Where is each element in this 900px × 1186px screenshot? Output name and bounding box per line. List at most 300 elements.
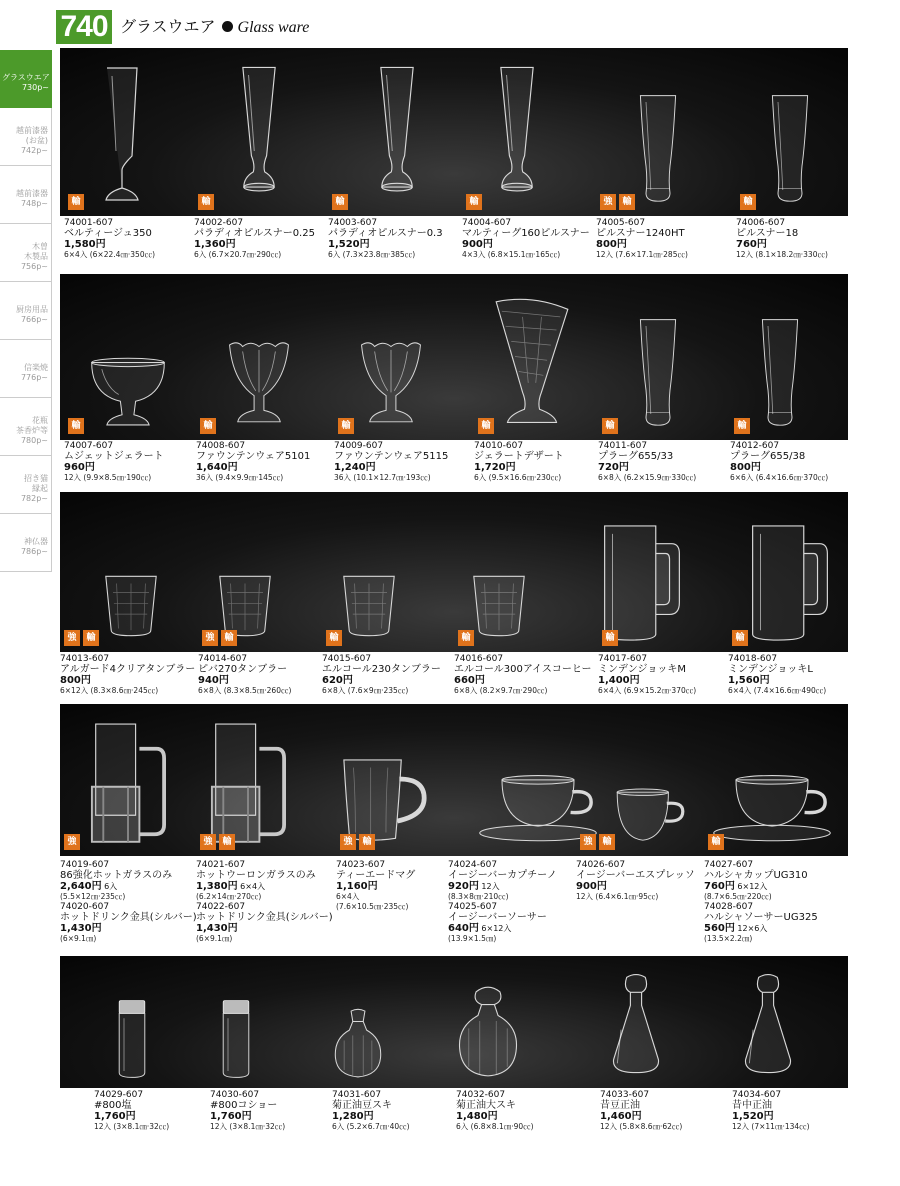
product-price-line: [456, 1111, 534, 1122]
badge-group: [202, 630, 237, 646]
product-price: 1,760円: [210, 1111, 252, 1122]
sidebar-item-label: 茶香炉等: [16, 425, 48, 435]
import-badge: 輸: [338, 418, 354, 434]
product-code: 74004-607: [462, 218, 512, 228]
glass-image: [332, 1008, 384, 1080]
badge-group: [200, 834, 235, 850]
product-code: 74014-607: [198, 654, 248, 664]
product-spec: (5.5×12㎝·235㏄): [60, 892, 126, 901]
badge-group: [734, 418, 750, 434]
product-price-line: [60, 675, 195, 686]
product-pack-count: 6×4入: [237, 882, 266, 891]
badge-group: [64, 630, 99, 646]
product-name: #800塩: [94, 1100, 132, 1111]
product-info: [730, 441, 828, 483]
badge-group: [68, 418, 84, 434]
product-price-line: [328, 239, 443, 250]
product-price: 800円: [730, 462, 761, 473]
import-badge: 輸: [602, 418, 618, 434]
product-info: [736, 218, 828, 260]
sidebar-item-label: 748p~: [20, 198, 48, 208]
product-spec: 6入 (6.8×8.1㎝·90㏄): [456, 1122, 534, 1131]
product-code: 74009-607: [334, 441, 384, 451]
product-price-line: [596, 239, 688, 250]
product-pack-count: 6入: [101, 882, 118, 891]
product-info: [598, 654, 696, 696]
product-price: 900円: [462, 239, 493, 250]
product-price-line: [448, 881, 557, 892]
import-badge: 輸: [458, 630, 474, 646]
product-spec: (7.6×10.5㎝·235㏄): [336, 902, 409, 911]
product-code: 74034-607: [732, 1090, 782, 1100]
tempered-badge: 強: [600, 194, 616, 210]
glass-image: [498, 58, 536, 206]
product-price-line: [64, 462, 164, 473]
import-badge: 輸: [83, 630, 99, 646]
glass-image: [90, 718, 166, 846]
sidebar-item-label: 縁起: [32, 483, 48, 493]
product-name: ムジェットジェラート: [64, 451, 164, 462]
product-price: 2,640円: [60, 881, 102, 892]
product-name: アルガード4クリアタンブラー: [60, 664, 196, 675]
tempered-badge: 強: [64, 834, 80, 850]
product-info: [198, 654, 291, 696]
product-code: 74022-607: [196, 902, 246, 912]
product-info: [196, 441, 310, 483]
product-price: 660円: [454, 675, 485, 686]
product-code: 74012-607: [730, 441, 780, 451]
product-price-line: [576, 881, 695, 892]
product-spec: 12入 (5.8×8.6㎝·62㏄): [600, 1122, 683, 1131]
sidebar-item[interactable]: [0, 514, 52, 572]
product-photo: [60, 48, 848, 216]
glass-image: [220, 998, 252, 1080]
badge-group: [466, 194, 482, 210]
badge-group: [708, 834, 724, 850]
product-price: 1,520円: [328, 239, 370, 250]
product-code: 74011-607: [598, 441, 648, 451]
product-name: イージーバーカプチーノ: [448, 870, 557, 881]
product-spec: 36入 (10.1×12.7㎝·193㏄): [334, 473, 431, 482]
product-code: 74026-607: [576, 860, 626, 870]
product-code: 74021-607: [196, 860, 246, 870]
product-info: [334, 441, 448, 483]
sidebar-item[interactable]: [0, 50, 52, 108]
product-spec: 12入 (7.6×17.1㎝·285㏄): [596, 250, 688, 259]
product-pack-count: 6×12入: [734, 882, 768, 891]
sidebar-item-label: 780p~: [20, 435, 48, 445]
product-name: 86強化ホットガラスのみ: [60, 870, 173, 881]
product-price-line: [600, 1111, 682, 1122]
product-price: 1,400円: [598, 675, 640, 686]
import-badge: 輸: [219, 834, 235, 850]
tempered-badge: 強: [340, 834, 356, 850]
product-name: イージーバーエスプレッソ: [576, 870, 695, 881]
product-spec: 6×12入 (8.3×8.6㎝·245㏄): [60, 686, 159, 695]
badge-group: [602, 418, 618, 434]
product-price-line: [64, 239, 155, 250]
product-price-line: [332, 1111, 410, 1122]
product-spec: 12入 (7×11㎝·134㏄): [732, 1122, 810, 1131]
product-name: ハルシャソーサーUG325: [704, 912, 818, 923]
import-badge: 輸: [332, 194, 348, 210]
product-code: 74028-607: [704, 902, 754, 912]
product-spec: 6×8入 (6.2×15.9㎝·330㏄): [598, 473, 697, 482]
product-spec: 12入 (3×8.1㎝·32㏄): [94, 1122, 170, 1131]
product-code: 74002-607: [194, 218, 244, 228]
product-price: 1,460円: [600, 1111, 642, 1122]
product-code: 74007-607: [64, 441, 114, 451]
badge-group: [732, 630, 748, 646]
product-info: [336, 860, 415, 912]
product-name: ピルスナー18: [736, 228, 799, 239]
product-name: ピルスナー1240HT: [596, 228, 685, 239]
import-badge: 輸: [732, 630, 748, 646]
sidebar-item-label: 776p~: [20, 372, 48, 382]
product-info: [732, 1090, 810, 1132]
product-code: 74013-607: [60, 654, 110, 664]
product-price: 760円: [704, 881, 735, 892]
glass-image: [102, 66, 142, 206]
product-price-line: [704, 881, 818, 892]
badge-group: [200, 418, 216, 434]
product-price: 1,160円: [336, 881, 378, 892]
product-info: [576, 860, 695, 902]
product-info: [64, 218, 155, 260]
import-badge: 輸: [599, 834, 615, 850]
product-spec: (6.2×14㎝·270㏄): [196, 892, 262, 901]
glass-image: [740, 970, 796, 1080]
glass-image: [472, 570, 526, 642]
product-price-line: [736, 239, 828, 250]
product-photo: [60, 704, 848, 856]
sidebar-index: [0, 50, 52, 572]
badge-group: [602, 630, 618, 646]
badge-group: [68, 194, 84, 210]
product-price: 1,240円: [334, 462, 376, 473]
product-info: [196, 860, 333, 944]
product-code: 74024-607: [448, 860, 498, 870]
product-price: 1,380円: [196, 881, 238, 892]
sidebar-item-label: 786p~: [20, 546, 48, 556]
product-spec: 6×4入 (6.9×15.2㎝·370㏄): [598, 686, 697, 695]
product-price: 960円: [64, 462, 95, 473]
product-price-line: [730, 462, 828, 473]
product-price-line: [474, 462, 564, 473]
glass-image: [494, 298, 570, 430]
product-price-line: [210, 1111, 285, 1122]
glass-image: [226, 340, 292, 430]
glass-image: [116, 998, 148, 1080]
product-name: ホットウーロンガラスのみ: [196, 870, 316, 881]
product-name: プラーグ655/38: [730, 451, 806, 462]
product-spec: 6×4入: [336, 892, 360, 901]
product-price-line: [196, 881, 333, 892]
product-price: 1,430円: [196, 923, 238, 934]
sidebar-item[interactable]: [0, 340, 52, 398]
product-code: 74006-607: [736, 218, 786, 228]
product-code: 74001-607: [64, 218, 114, 228]
product-info: [328, 218, 443, 260]
glass-image: [342, 570, 396, 642]
product-name: 菊正油豆スキ: [332, 1100, 392, 1111]
product-spec: 6×4入 (6×22.4㎝·350㏄): [64, 250, 156, 259]
badge-group: [478, 418, 494, 434]
import-badge: 輸: [200, 418, 216, 434]
product-spec: 6×6入 (6.4×16.6㎝·370㏄): [730, 473, 829, 482]
product-code: 74030-607: [210, 1090, 260, 1100]
product-price: 620円: [322, 675, 353, 686]
product-spec: (13.5×2.2㎝): [704, 934, 753, 943]
product-info: [456, 1090, 534, 1132]
product-price: 1,280円: [332, 1111, 374, 1122]
sidebar-item-label: 742p~: [20, 145, 48, 155]
product-code: 74033-607: [600, 1090, 650, 1100]
product-spec: 12入 (3×8.1㎝·32㏄): [210, 1122, 286, 1131]
glass-image: [602, 524, 682, 642]
product-price-line: [598, 462, 696, 473]
product-price-line: [322, 675, 441, 686]
sidebar-item[interactable]: [0, 456, 52, 514]
product-info: [60, 860, 197, 944]
product-price-line: [598, 675, 696, 686]
product-info: [64, 441, 164, 483]
product-price-line: [462, 239, 590, 250]
product-spec: 4×3入 (6.8×15.1㎝·165㏄): [462, 250, 561, 259]
title-ja: グラスウエア: [120, 17, 216, 36]
badge-group: [198, 194, 214, 210]
product-price-line: [448, 923, 557, 934]
sidebar-item-label: 木曽: [32, 241, 48, 251]
product-info: [194, 218, 315, 260]
page-number: 740: [56, 10, 112, 44]
product-price: 1,480円: [456, 1111, 498, 1122]
product-name: パラディオピルスナー0.25: [194, 228, 315, 239]
glass-image: [104, 570, 158, 642]
product-info: [210, 1090, 285, 1132]
tempered-badge: 強: [200, 834, 216, 850]
import-badge: 輸: [359, 834, 375, 850]
product-code: 74019-607: [60, 860, 110, 870]
product-name: ピバ270タンブラー: [198, 664, 288, 675]
product-price-line: [196, 923, 333, 934]
glass-image: [378, 58, 416, 206]
product-info: [454, 654, 592, 696]
product-info: [474, 441, 564, 483]
product-name: ハルシャカップUG310: [704, 870, 808, 881]
product-photo: [60, 492, 848, 652]
product-price-line: [336, 881, 415, 892]
product-code: 74027-607: [704, 860, 754, 870]
sidebar-item-label: 木製品: [24, 251, 48, 261]
product-name: #800コショー: [210, 1100, 278, 1111]
product-spec: 6×8入 (7.6×9㎝·235㏄): [322, 686, 409, 695]
glass-image: [756, 318, 804, 430]
sidebar-item[interactable]: [0, 282, 52, 340]
bullet-icon: [222, 21, 233, 32]
product-price: 900円: [576, 881, 607, 892]
product-spec: 36入 (9.4×9.9㎝·145㏄): [196, 473, 284, 482]
sidebar-item-label: 招き猫: [24, 473, 48, 483]
product-price: 1,720円: [474, 462, 516, 473]
product-price: 560円: [704, 923, 735, 934]
sidebar-item[interactable]: [0, 224, 52, 282]
product-name: ティーエードマグ: [336, 870, 416, 881]
product-info: [704, 860, 818, 944]
sidebar-item-label: 信楽焼: [24, 362, 48, 372]
glass-image: [358, 340, 424, 430]
product-price-line: [60, 923, 197, 934]
glass-image: [634, 94, 682, 206]
page-title: [120, 14, 309, 41]
badge-group: [332, 194, 348, 210]
badge-group: [600, 194, 635, 210]
product-spec: 6入 (5.2×6.7㎝·40㏄): [332, 1122, 410, 1131]
product-name: ミンデンジョッキL: [728, 664, 813, 675]
product-info: [322, 654, 441, 696]
product-info: [332, 1090, 410, 1132]
product-price-line: [334, 462, 448, 473]
badge-group: [64, 834, 80, 850]
product-name: 昔豆正油: [600, 1100, 640, 1111]
product-pack-count: 6×12入: [478, 924, 512, 933]
product-price-line: [60, 881, 197, 892]
badge-group: [338, 418, 354, 434]
import-badge: 輸: [466, 194, 482, 210]
product-price: 800円: [60, 675, 91, 686]
product-code: 74005-607: [596, 218, 646, 228]
sidebar-item-label: グラスウエア: [2, 72, 50, 82]
product-code: 74018-607: [728, 654, 778, 664]
product-info: [728, 654, 826, 696]
product-spec: 12入 (8.1×18.2㎝·330㏄): [736, 250, 828, 259]
tempered-badge: 強: [580, 834, 596, 850]
product-spec: 6×8入 (8.2×9.7㎝·290㏄): [454, 686, 548, 695]
product-spec: 12入 (6.4×6.1㎝·95㏄): [576, 892, 659, 901]
sidebar-item[interactable]: [0, 108, 52, 166]
product-photo: [60, 274, 848, 440]
product-code: 74017-607: [598, 654, 648, 664]
product-price: 1,760円: [94, 1111, 136, 1122]
import-badge: 輸: [602, 630, 618, 646]
glass-image: [608, 970, 664, 1080]
product-price-line: [194, 239, 315, 250]
product-spec: 6入 (9.5×16.6㎝·230㏄): [474, 473, 562, 482]
product-code: 74025-607: [448, 902, 498, 912]
glass-image: [712, 772, 832, 846]
glass-image: [766, 94, 814, 206]
badge-group: [458, 630, 474, 646]
product-code: 74020-607: [60, 902, 110, 912]
product-info: [60, 654, 195, 696]
product-name: マルティーグ160ピルスナー: [462, 228, 590, 239]
product-code: 74010-607: [474, 441, 524, 451]
product-info: [448, 860, 557, 944]
glass-image: [240, 58, 278, 206]
product-name: ファウンテンウェア5115: [334, 451, 449, 462]
product-price: 640円: [448, 923, 479, 934]
glass-image: [614, 788, 686, 846]
product-spec: (13.9×1.5㎝): [448, 934, 497, 943]
sidebar-item-label: 神仏器: [24, 536, 48, 546]
product-pack-count: 12入: [478, 882, 500, 891]
import-badge: 輸: [326, 630, 342, 646]
product-code: 74031-607: [332, 1090, 382, 1100]
product-spec: 12入 (9.9×8.5㎝·190㏄): [64, 473, 152, 482]
sidebar-item-label: 花瓶: [32, 415, 48, 425]
product-spec: (6×9.1㎝): [196, 934, 233, 943]
badge-group: [326, 630, 342, 646]
title-en: Glass ware: [237, 19, 310, 36]
sidebar-item-label: 756p~: [20, 261, 48, 271]
glass-image: [342, 756, 428, 846]
glass-image: [456, 984, 520, 1080]
product-spec: (6×9.1㎝): [60, 934, 97, 943]
import-badge: 輸: [221, 630, 237, 646]
product-code: 74003-607: [328, 218, 378, 228]
product-price: 760円: [736, 239, 767, 250]
product-price: 940円: [198, 675, 229, 686]
product-name: ミンデンジョッキM: [598, 664, 686, 675]
sidebar-item[interactable]: [0, 166, 52, 224]
product-name: プラーグ655/33: [598, 451, 674, 462]
badge-group: [340, 834, 375, 850]
badge-group: [580, 834, 615, 850]
glass-image: [210, 718, 286, 846]
product-name: エルコール230タンブラー: [322, 664, 441, 675]
sidebar-item-label: 越前漆器: [16, 125, 48, 135]
product-photo: [60, 956, 848, 1088]
product-price: 1,430円: [60, 923, 102, 934]
import-badge: 輸: [68, 418, 84, 434]
product-info: [462, 218, 590, 260]
sidebar-item[interactable]: [0, 398, 52, 456]
product-name: エルコール300アイスコーヒー: [454, 664, 592, 675]
product-spec: (8.3×8㎝·210㏄): [448, 892, 509, 901]
product-price: 1,560円: [728, 675, 770, 686]
tempered-badge: 強: [64, 630, 80, 646]
product-info: [94, 1090, 169, 1132]
product-price: 920円: [448, 881, 479, 892]
product-price-line: [704, 923, 818, 934]
import-badge: 輸: [198, 194, 214, 210]
product-price: 800円: [596, 239, 627, 250]
product-name: ベルティージュ350: [64, 228, 152, 239]
import-badge: 輸: [734, 418, 750, 434]
product-code: 74015-607: [322, 654, 372, 664]
product-spec: 6×8入 (8.3×8.5㎝·260㏄): [198, 686, 292, 695]
product-price: 1,580円: [64, 239, 106, 250]
product-price-line: [196, 462, 310, 473]
product-price-line: [94, 1111, 169, 1122]
product-price-line: [454, 675, 592, 686]
product-price-line: [198, 675, 291, 686]
product-name: ホットドリンク金具(シルバー): [196, 912, 333, 923]
product-name: パラディオピルスナー0.3: [328, 228, 443, 239]
product-price: 1,640円: [196, 462, 238, 473]
product-price: 720円: [598, 462, 629, 473]
product-price: 1,360円: [194, 239, 236, 250]
sidebar-item-label: 730p~: [21, 82, 49, 92]
product-code: 74023-607: [336, 860, 386, 870]
product-price: 1,520円: [732, 1111, 774, 1122]
product-info: [598, 441, 696, 483]
product-code: 74029-607: [94, 1090, 144, 1100]
tempered-badge: 強: [202, 630, 218, 646]
badge-group: [740, 194, 756, 210]
product-code: 74008-607: [196, 441, 246, 451]
glass-image: [750, 524, 830, 642]
